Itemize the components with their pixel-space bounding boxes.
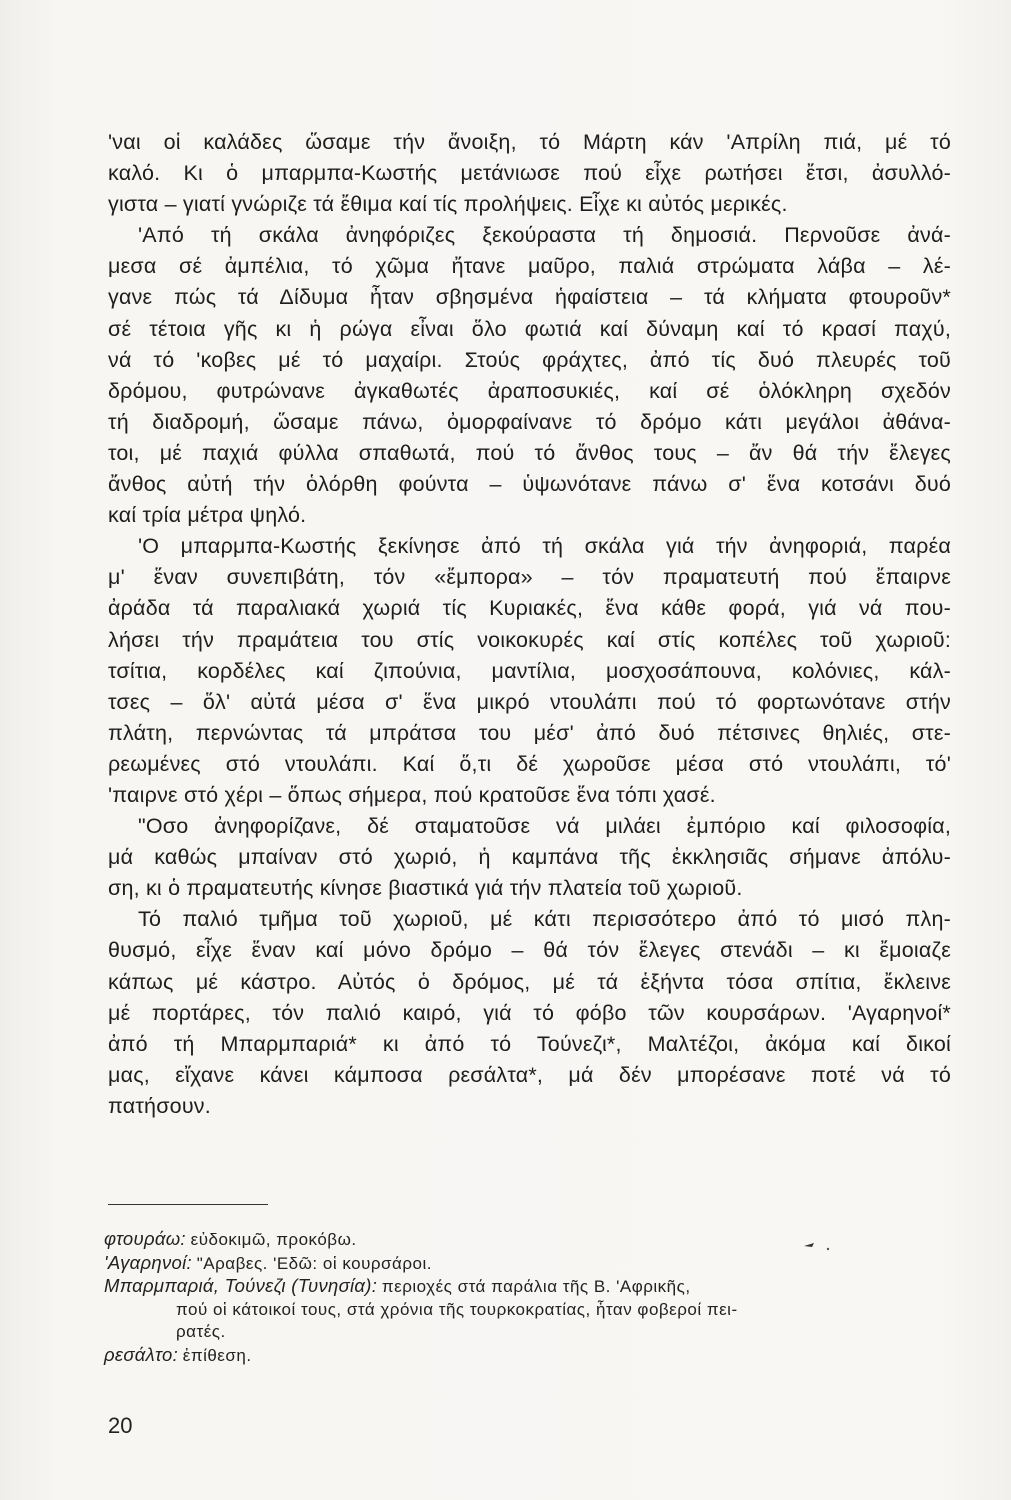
footnote [104, 1275, 954, 1299]
text-line: πατήσουν. [108, 1093, 211, 1118]
text-line: δρόμου, φυτρώνανε ἀγκαθωτές ἀραποσυκιές, καί σέ ὁλόκληρη σχεδόν [108, 378, 951, 403]
footnote-term: 'Αγαρηνοί: [104, 1251, 192, 1273]
text-line: μεσα σέ ἀμπέλια, τό χῶμα ἤτανε μαῦρο, παλιά στρώματα λάβα – λέ- [108, 254, 951, 279]
text-line: 'ναι οἱ καλάδες ὥσαμε τήν ἄνοιξη, τό Μάρτη κάν 'Απρίλη πιά, μέ τό [108, 130, 951, 154]
text-line: 'Ο μπαρμπα-Κωστής ξεκίνησε ἀπό τή σκάλα γιά τήν ἀνηφοριά, παρέα [138, 534, 951, 559]
footnote-definition: εὐδοκιμῶ, προκόβω. [190, 1230, 357, 1249]
footnote-definition: περιοχές στά παράλια τῆς Β. 'Αφρικῆς, [381, 1277, 691, 1296]
text-line: Τό παλιό τμῆμα τοῦ χωριοῦ, μέ κάτι περισσότερο ἀπό τό μισό πλη- [138, 907, 951, 932]
text-line: τσες – ὅλ' αὐτά μέσα σ' ἕνα μικρό ντουλάπι πού τό φορτωνότανε στήν [108, 689, 951, 714]
footnote-definition: "Αραβες. 'Εδῶ: οἱ κουρσάροι. [196, 1253, 432, 1273]
text-line: 'παιρνε στό χέρι – ὅπως σήμερα, πού κρατοῦσε ἕνα τόπι χασέ. [108, 782, 716, 807]
pen-mark-icon [800, 1238, 840, 1252]
text-line: θυσμό, εἶχε ἕναν καί μόνο δρόμο – θά τόν ἔλεγες στενάδι – κι ἔμοιαζε [108, 938, 951, 963]
text-line: τή διαδρομή, ὥσαμε πάνω, ὀμορφαίνανε τό δρόμο κάτι μεγάλοι ἀθάνα- [108, 409, 951, 434]
text-line: τσίτια, κορδέλες καί ζιπούνια, μαντίλια, μοσχοσάπουνα, κολόνιες, κάλ- [108, 658, 951, 683]
text-line: γανε πώς τά Δίδυμα ἦταν σβησμένα ἡφαίστεια – τά κλήματα φτουροῦν* [108, 285, 951, 310]
text-line: ση, κι ὁ πραματευτής κίνησε βιαστικά γιά τήν πλατεία τοῦ χωριοῦ. [108, 876, 743, 901]
footnote-continuation: ρατές. [176, 1322, 226, 1341]
text-line: ἄνθος αὐτή τήν ὁλόρθη φούντα – ὑψωνότανε πάνω σ' ἕνα κοτσάνι δυό [108, 472, 951, 497]
footnote [104, 1344, 954, 1368]
text-line: μέ πορτάρες, τόν παλιό καιρό, γιά τό φόβο τῶν κουρσάρων. 'Αγαρηνοί* [108, 1000, 951, 1025]
text-line: "Οσο ἀνηφορίζανε, δέ σταματοῦσε νά μιλάει ἐμπόριο καί φιλοσοφία, [138, 814, 951, 839]
footnote [104, 1252, 954, 1276]
text-line: νά τό 'κοβες μέ τό μαχαίρι. Στούς φράχτες, ἀπό τίς δυό πλευρές τοῦ [108, 347, 951, 372]
footnote-definition: ἐπίθεση. [182, 1345, 252, 1365]
text-line: πλάτη, περνώντας τά μπράτσα του μέσ' ἀπό δυό πέτσινες θηλιές, στε- [108, 720, 951, 745]
text-line: γιστα – γιατί γνώριζε τά ἔθιμα καί τίς προλήψεις. Εἶχε κι αὐτός μερικές. [108, 192, 788, 217]
text-line: τοι, μέ παχιά φύλλα σπαθωτά, πού τό ἄνθος τους – ἄν θά τήν ἔλεγες [108, 440, 951, 465]
footnote-term: ρεσάλτο: [104, 1343, 179, 1365]
text-line: καί τρία μέτρα ψηλό. [108, 503, 307, 528]
text-line: κάπως μέ κάστρο. Αὐτός ὁ δρόμος, μέ τά ἑξήντα τόσα σπίτια, ἔκλεινε [108, 969, 951, 994]
footnote-divider [108, 1204, 268, 1205]
text-line: καλό. Κι ὁ μπαρμπα-Κωστής μετάνιωσε πού εἶχε ρωτήσει ἔτσι, ἀσυλλό- [108, 161, 951, 186]
footnote-continuation: πού οἱ κάτοικοί τους, στά χρόνια τῆς τουρκοκρατίας, ἦταν φοβεροί πει- [176, 1299, 738, 1319]
text-line: σέ τέτοια γῆς κι ἡ ρώγα εἶναι ὅλο φωτιά καί δύναμη καί τό κρασί παχύ, [108, 316, 951, 341]
text-line: λήσει τήν πραμάτεια του στίς νοικοκυρές καί στίς κοπέλες τοῦ χωριοῦ: [108, 627, 951, 652]
text-line: ἀράδα τά παραλιακά χωριά τίς Κυριακές, ἕνα κάθε φορά, γιά νά που- [108, 596, 951, 621]
text-line: μά καθώς μπαίναν στό χωριό, ἡ καμπάνα τῆς ἐκκλησιᾶς σήμανε ἀπόλυ- [108, 845, 951, 870]
page-number: 20 [108, 1413, 133, 1438]
text-line: ρεωμένες στό ντουλάπι. Καί ὅ,τι δέ χωροῦσε μέσα στό ντουλάπι, τό' [108, 751, 951, 776]
footnote-term: φτουράω: [104, 1228, 186, 1249]
main-text [108, 127, 951, 1122]
text-line: 'Από τή σκάλα ἀνηφόριζες ξεκούραστα τή δημοσιά. Περνοῦσε ἀνά- [138, 223, 951, 248]
text-line: ἀπό τή Μπαρμπαριά* κι ἀπό τό Τούνεζι*, Μαλτέζοι, ἀκόμα καί δικοί [108, 1031, 951, 1056]
text-line: μ' ἕναν συνεπιβάτη, τόν «ἔμπορα» – τόν πραματευτή πού ἔπαιρνε [108, 565, 951, 590]
footnote-term: Μπαρμπαριά, Τούνεζι (Τυνησία): [104, 1275, 378, 1296]
text-line: μας, εἴχανε κάνει κάμποσα ρεσάλτα*, μά δέν μπορέσανε ποτέ νά τό [108, 1062, 951, 1087]
